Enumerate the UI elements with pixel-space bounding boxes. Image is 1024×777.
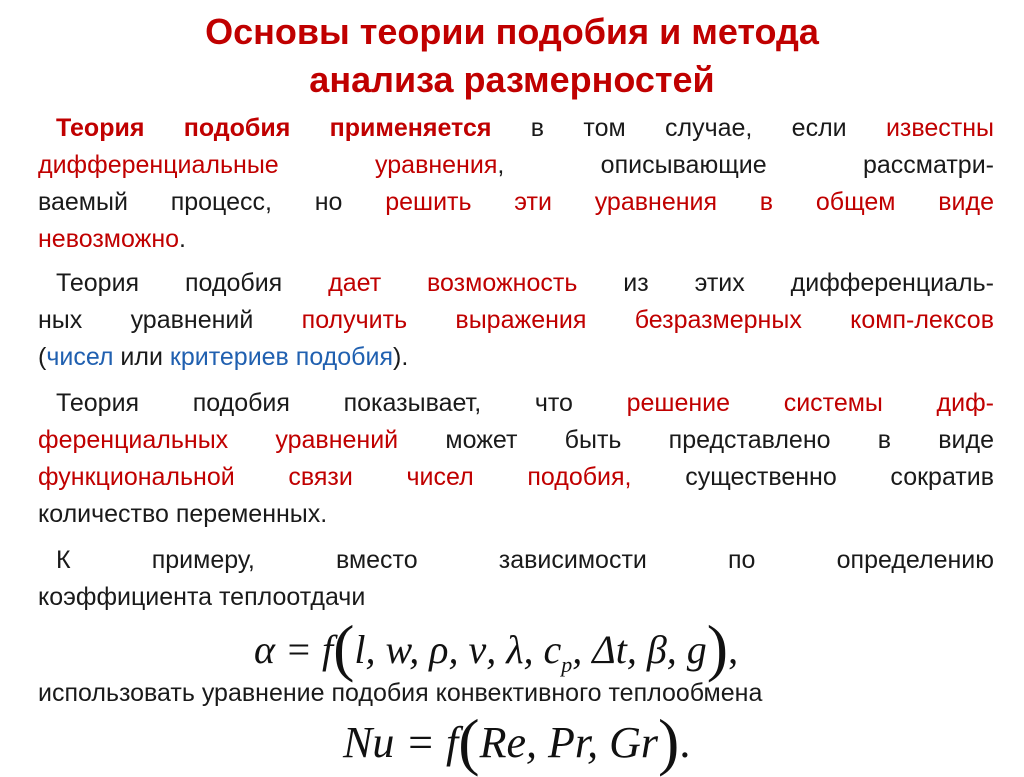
text-span: невозможно <box>38 225 180 253</box>
text-span: известны <box>885 114 995 142</box>
text-span: ференциальных уравнений <box>38 426 399 454</box>
text-span: решить эти уравнения в общем виде <box>385 188 994 216</box>
formula-1-close-paren: ) <box>706 612 729 683</box>
paragraph-2-line-1 <box>38 265 994 302</box>
formula-2-end: . <box>679 718 691 767</box>
paragraph-3-line-4 <box>38 496 994 533</box>
text-span: может быть представлено в виде <box>398 426 994 454</box>
paragraph-4-line-2: коэффициента теплоотдачи <box>38 583 366 611</box>
text-span: дает возможность <box>328 269 578 297</box>
paragraph-2 <box>38 265 994 376</box>
formula-1-args: l, w, ρ, ν, λ, c <box>354 627 562 672</box>
paragraph-3 <box>38 385 994 533</box>
paragraph-3-line-1 <box>38 385 994 422</box>
slide-title <box>0 8 1024 104</box>
text-span: . <box>179 225 186 253</box>
paragraph-1 <box>38 110 994 258</box>
text-span: количество переменных. <box>38 500 328 528</box>
formula-2-args: Re, Pr, Gr <box>479 718 659 767</box>
text-span: решение системы диф- <box>626 389 994 417</box>
paragraph-4 <box>38 542 994 616</box>
formula-2-close-paren: ) <box>658 706 680 777</box>
text-span: ных уравнений <box>38 306 302 334</box>
formula-1-lhs: α = f <box>254 627 334 672</box>
paragraph-3-line-2 <box>38 422 994 459</box>
text-span: получить выражения безразмерных комп-лексов <box>301 306 994 334</box>
formula-1-open-paren: ( <box>333 612 355 683</box>
text-span: ). <box>393 343 409 371</box>
paragraph-2-line-2 <box>38 302 994 339</box>
paragraph-1-line-3 <box>38 184 994 221</box>
paragraph-1-line-2 <box>38 147 994 184</box>
paragraph-5-line-1: использовать уравнение подобия конвективного теплообмена <box>38 679 763 707</box>
formula-1-subscript: p <box>561 652 573 677</box>
title-line-1: Основы теории подобия и метода <box>205 11 819 52</box>
text-span: из этих дифференциаль- <box>577 269 994 297</box>
text-span: Теория подобия показывает, что <box>56 389 627 417</box>
text-span: , описывающие рассматри- <box>497 151 994 179</box>
title-line-2: анализа размерностей <box>309 59 715 100</box>
text-span: в том случае, если <box>491 114 886 142</box>
text-span: ваемый процесс, но <box>38 188 386 216</box>
formula-2-lhs: Nu = f <box>343 718 459 767</box>
paragraph-3-line-3 <box>38 459 994 496</box>
text-span: или <box>113 343 170 371</box>
paragraph-4-line-1: К примеру, вместо зависимости по определению <box>56 546 994 574</box>
formula-2-open-paren: ( <box>458 706 480 777</box>
text-span: Теория подобия <box>56 269 329 297</box>
text-span: чисел <box>46 343 114 371</box>
text-span: критериев подобия <box>169 343 393 371</box>
formula-1-end: , <box>728 627 739 672</box>
text-span: дифференциальные уравнения <box>38 151 498 179</box>
text-span: ( <box>38 343 47 371</box>
paragraph-2-line-3 <box>38 339 994 376</box>
paragraph-1-line-1 <box>38 110 994 147</box>
text-span: существенно сократив <box>631 463 995 491</box>
formula-1-args-2: , Δt, β, g <box>572 627 707 672</box>
text-span: функциональной связи чисел подобия, <box>38 463 632 491</box>
paragraph-1-line-4 <box>38 221 994 258</box>
formula-similarity-equation <box>343 706 691 777</box>
text-span: Теория подобия применяется <box>56 114 492 142</box>
